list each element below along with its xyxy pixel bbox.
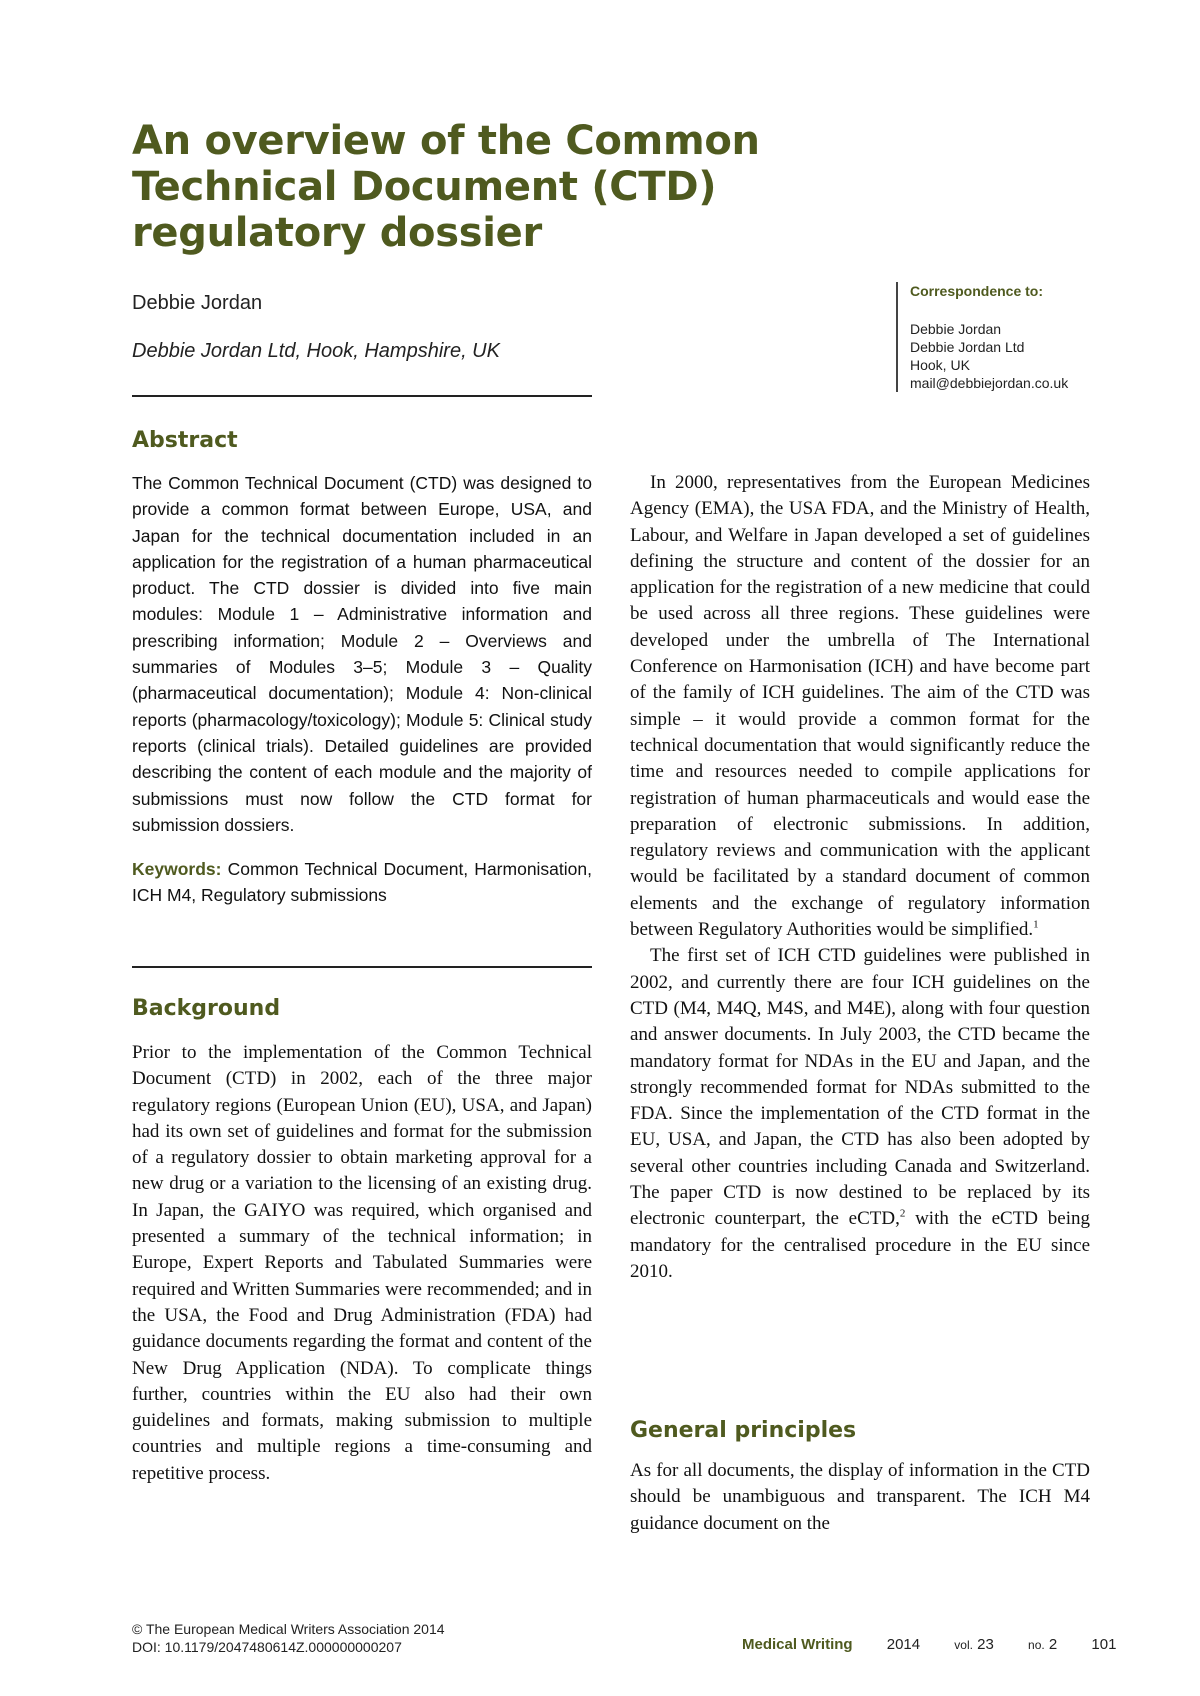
abstract-body: [132, 470, 592, 909]
general-principles-text: As for all documents, the display of information in the CTD should be unambiguous and transparent. The ICH M4 guidance document on the: [630, 1460, 1090, 1534]
abstract-heading: Abstract: [132, 428, 238, 453]
doi[interactable]: DOI: 10.1179/2047480614Z.000000000207: [132, 1639, 402, 1655]
background-body: [132, 1040, 592, 1487]
reference-marker: 1: [1033, 918, 1039, 931]
correspondence-company: Debbie Jordan Ltd: [910, 339, 1025, 355]
general-principles-body: [630, 1458, 1090, 1537]
intro-paragraph-1-text: In 2000, representatives from the European Medicines Agency (EMA), the USA FDA, and the Ministry of Health, Labour, and Welfare in Japan developed a set of guidelines defining the structure and content of the dossier for an application for the registration of a new medicine that could be used across all three regions. These guidelines were developed under the umbrella of The International Conference on Harmonisation (ICH) and have become part of the family of ICH guidelines. The aim of the CTD was simple – it would provide a common format for the technical documentation that would significantly reduce the time and resources needed to compile applications for registration of human pharmaceuticals and would ease the preparation of electronic submissions. In addition, regulatory reviews and communication with the applicant would be facilitated by a standard document of common elements and the exchange of regulatory information between Regulatory Authorities would be simplified.: [630, 472, 1090, 941]
intro-paragraph-2: [630, 943, 1090, 1285]
reference-marker: 2: [899, 1207, 906, 1220]
keywords: [132, 856, 592, 909]
intro-paragraph-2-text: The first set of ICH CTD guidelines were published in 2002, and currently there are four ICH guidelines on the CTD (M4, M4Q, M4S, and M4E), along with four question and answer documents. In July 2003, the CTD became the mandatory format for NDAs in the EU and Japan, and the strongly recommended format for NDAs submitted to the FDA. Since the implementation of the CTD format in the EU, USA, and Japan, the CTD has also been adopted by several other countries including Canada and Switzerland. The paper CTD is now destined to be replaced by its electronic counterpart, the eCTD,: [630, 945, 1090, 1230]
keywords-text: Common Technical Document, Harmonisation, ICH M4, Regulatory submissions: [132, 859, 592, 906]
correspondence-heading: Correspondence to:: [910, 283, 1044, 299]
journal-year: 2014: [886, 1636, 921, 1653]
issue-number: 2: [1048, 1636, 1058, 1653]
footer-info: [132, 1620, 445, 1656]
volume-number: 23: [977, 1636, 994, 1653]
journal-name: Medical Writing: [742, 1636, 853, 1653]
correspondence-location: Hook, UK: [910, 357, 970, 373]
article-title: An overview of the Common Technical Document (CTD) regulatory dossier: [132, 118, 760, 256]
author-name: Debbie Jordan: [132, 292, 263, 314]
divider-rule: [132, 395, 592, 397]
journal-footer: [742, 1636, 1116, 1653]
correspondence-box: [896, 282, 1170, 392]
intro-paragraph-2-tail: with the eCTD being mandatory for the centralised procedure in the EU since 2010.: [630, 1208, 1090, 1282]
volume-label: vol.: [954, 1638, 973, 1652]
issue-label: no.: [1028, 1638, 1045, 1652]
correspondence-email[interactable]: mail@debbiejordan.co.uk: [910, 375, 1069, 391]
correspondence-name: Debbie Jordan: [910, 321, 1002, 337]
keywords-label: Keywords:: [132, 859, 222, 880]
background-text: Prior to the implementation of the Common Technical Document (CTD) in 2002, each of the three major regulatory regions (European Union (EU), USA, and Japan) had its own set of guidelines and format for the submission of a regulatory dossier to obtain marketing approval for a new drug or a variation to the licensing of an existing drug. In Japan, the GAIYO was required, which organised and presented a summary of the technical information; in Europe, Expert Reports and Tabulated Summaries were required and Written Summaries were recommended; and in the USA, the Food and Drug Administration (FDA) had guidance documents regarding the format and content of the New Drug Application (NDA). To complicate things further, countries within the EU also had their own guidelines and formats, making submission to multiple countries and multiple regions a time-consuming and repetitive process.: [132, 1042, 592, 1484]
author-affiliation: Debbie Jordan Ltd, Hook, Hampshire, UK: [132, 340, 500, 362]
page-number: 101: [1091, 1636, 1117, 1653]
copyright-notice: © The European Medical Writers Association 2014: [132, 1621, 445, 1637]
intro-paragraph-1: [630, 470, 1090, 943]
divider-rule: [132, 966, 592, 968]
intro-body: [630, 470, 1090, 1285]
abstract-text: The Common Technical Document (CTD) was designed to provide a common format between Europe, USA, and Japan for the technical documentation included in an application for the registration of a human pharmaceutical product. The CTD dossier is divided into five main modules: Module 1 – Administrative information and prescribing information; Module 2 – Overviews and summaries of Modules 3–5; Module 3 – Quality (pharmaceutical documentation); Module 4: Non-clinical reports (pharmacology/toxicology); Module 5: Clinical study reports (clinical trials). Detailed guidelines are provided describing the content of each module and the majority of submissions must now follow the CTD format for submission dossiers.: [132, 473, 592, 835]
general-principles-heading: General principles: [630, 1418, 857, 1443]
background-heading: Background: [132, 996, 281, 1021]
